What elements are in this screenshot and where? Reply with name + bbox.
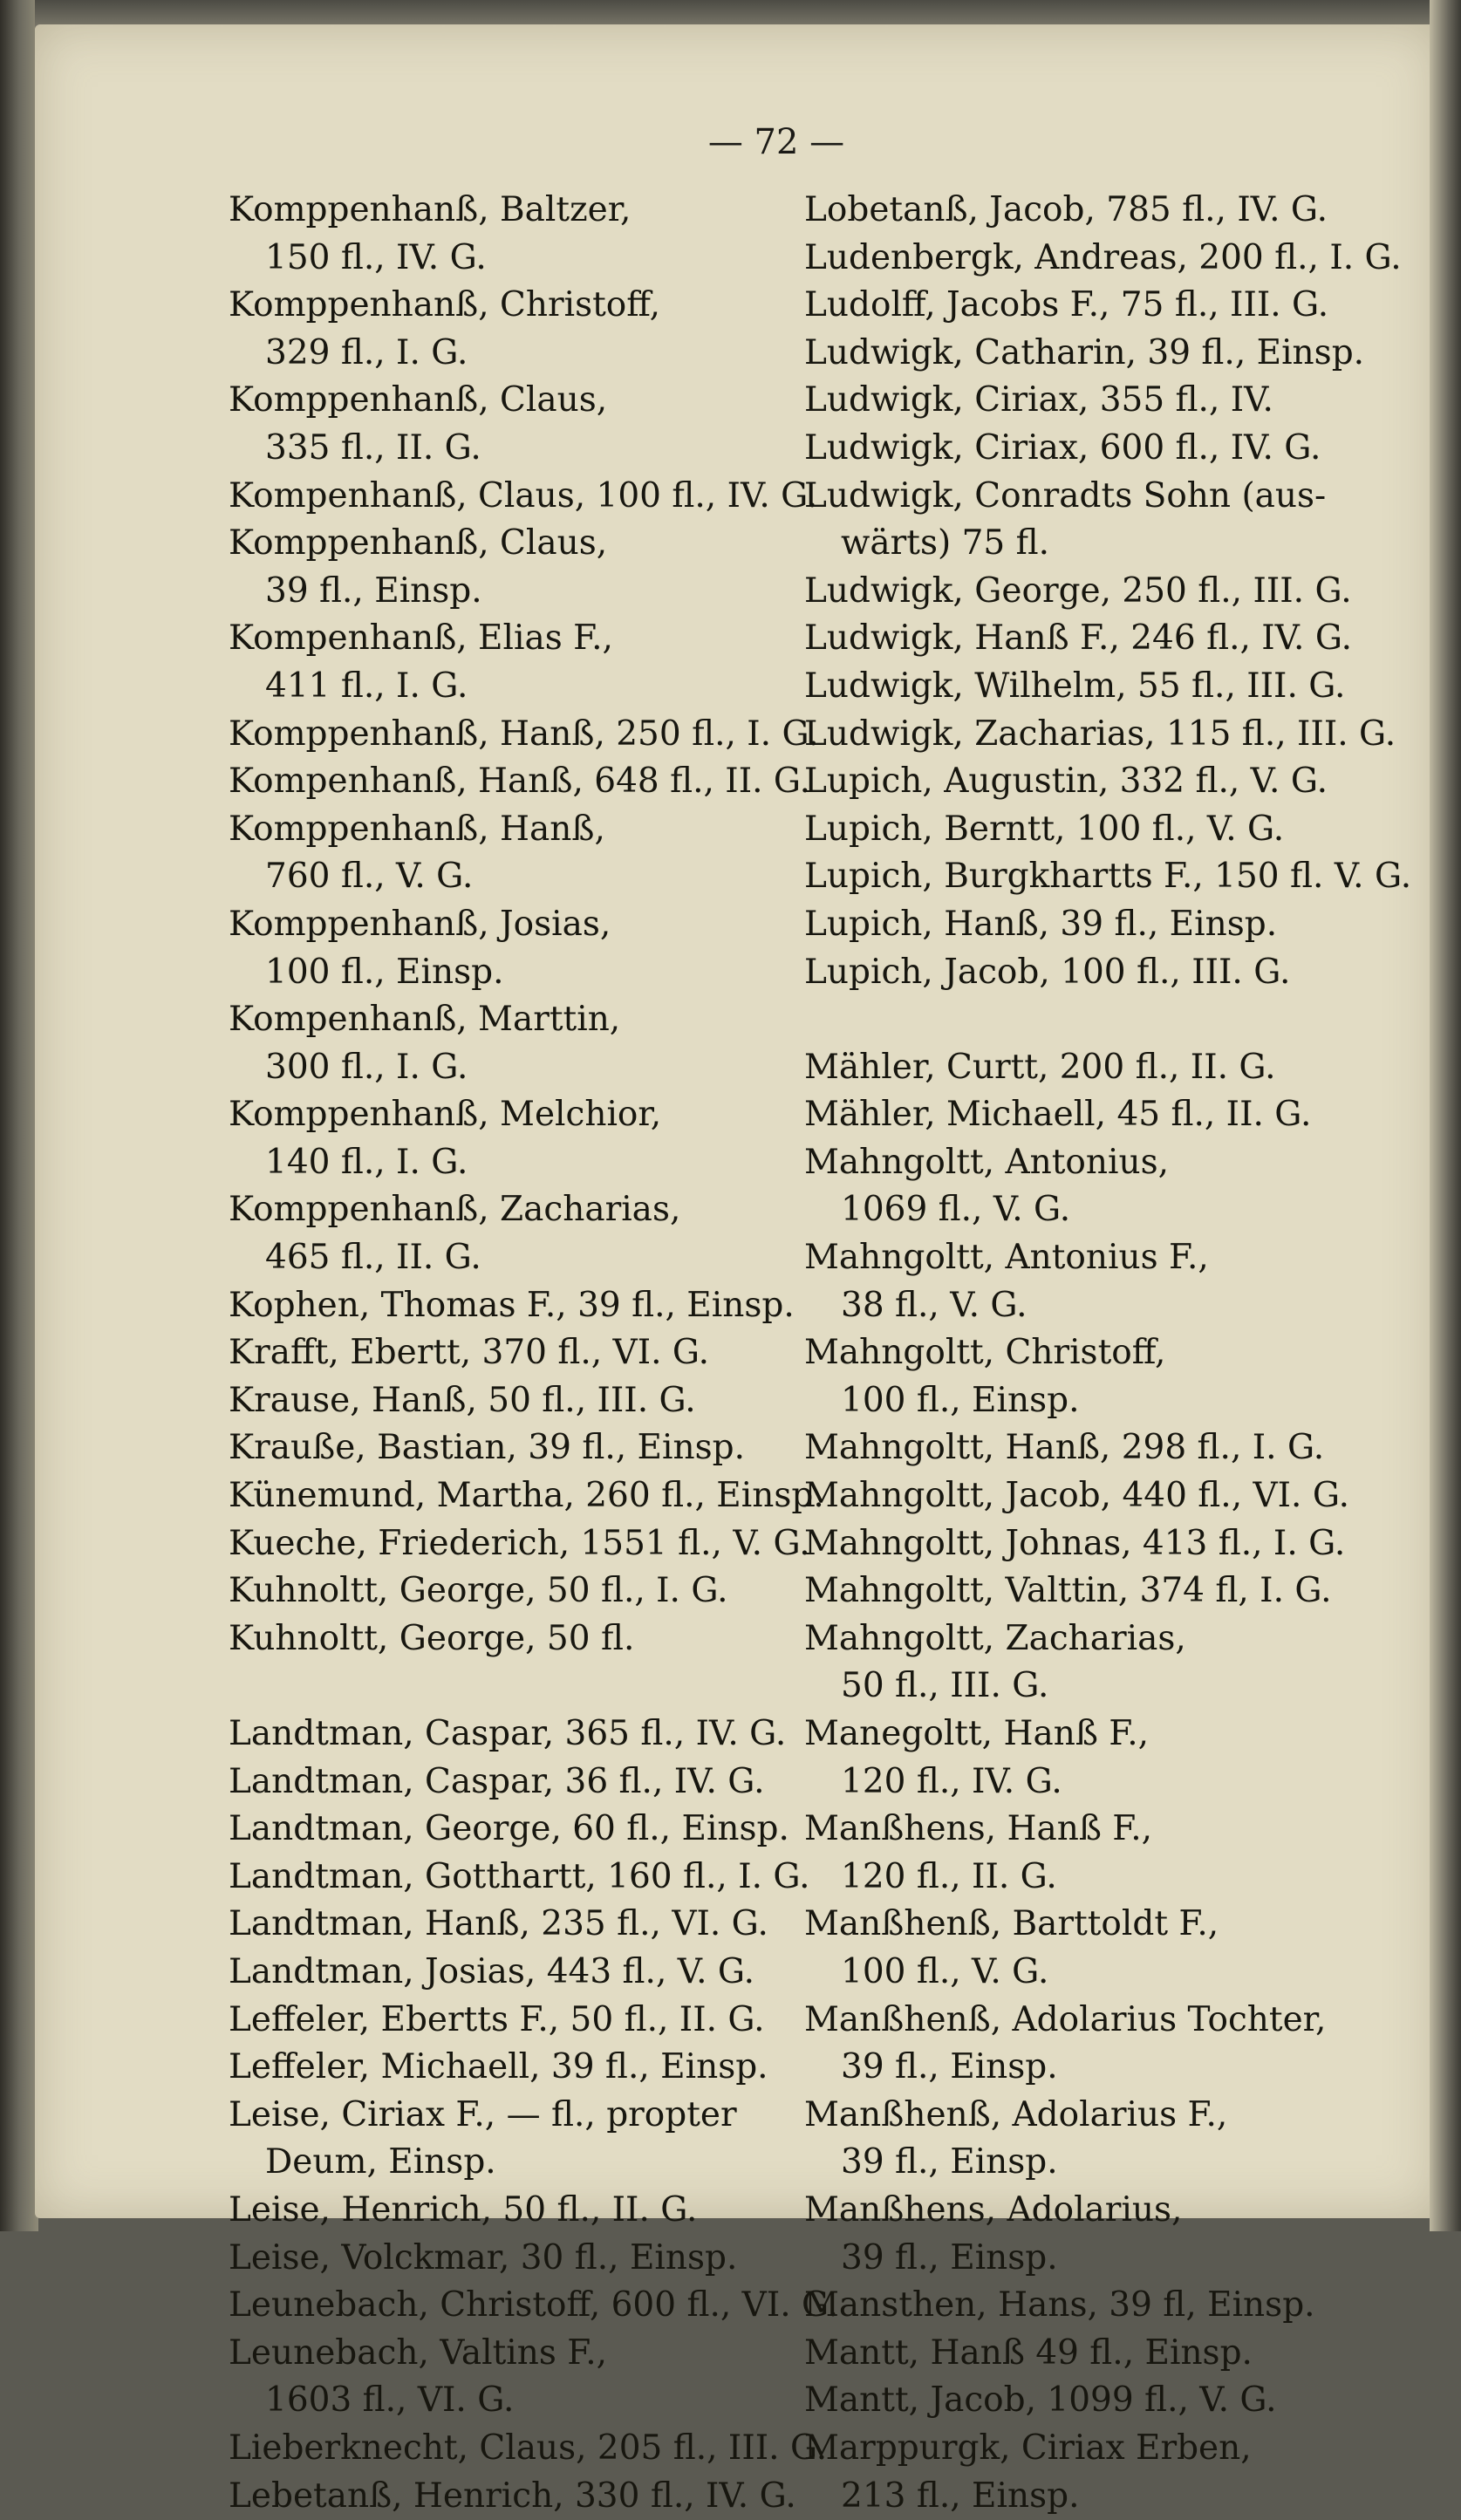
register-entry <box>229 1329 787 1377</box>
entry-continuation-line: 39 fl., Einsp. <box>804 2044 1362 2092</box>
register-entry <box>229 615 787 710</box>
register-entry <box>804 2425 1362 2520</box>
register-entry <box>804 663 1362 711</box>
register-entry <box>229 2282 787 2330</box>
register-entry <box>229 377 787 472</box>
register-entry <box>804 2330 1362 2378</box>
entry-line: Lupich, Burgkhartts F., 150 fl. V. G. <box>804 853 1362 901</box>
entry-line: Kuhnoltt, George, 50 fl., I. G. <box>229 1567 787 1615</box>
entry-line: Ludwigk, George, 250 fl., III. G. <box>804 568 1362 616</box>
register-entry <box>229 1759 787 1806</box>
entry-line: Mahngoltt, Jacob, 440 fl., VI. G. <box>804 1472 1362 1520</box>
entry-continuation-line: 329 fl., I. G. <box>229 330 787 378</box>
entry-line: Manßhenß, Barttoldt F., <box>804 1901 1362 1949</box>
entry-line: Künemund, Martha, 260 fl., Einsp. <box>229 1472 787 1520</box>
register-entry <box>229 1472 787 1520</box>
entry-line: Mahngoltt, Zacharias, <box>804 1615 1362 1663</box>
entry-line: Ludwigk, Wilhelm, 55 fl., III. G. <box>804 663 1362 711</box>
entry-line: Manßhenß, Adolarius F., <box>804 2092 1362 2140</box>
entry-line: Kraußе, Bastian, 39 fl., Einsp. <box>229 1424 787 1472</box>
entry-continuation-line: 100 fl., Einsp. <box>804 1377 1362 1425</box>
entry-line: Ludwigk, Zacharias, 115 fl., III. G. <box>804 711 1362 759</box>
register-entry <box>229 1377 787 1425</box>
entry-line: Lеffeler, Ebertts F., 50 fl., II. G. <box>229 1997 787 2045</box>
entry-continuation-line: 120 fl., IV. G. <box>804 1759 1362 1806</box>
register-entry <box>229 1901 787 1949</box>
register-entry <box>804 1615 1362 1711</box>
register-entry <box>229 758 787 806</box>
register-entry <box>229 1567 787 1615</box>
entry-line: Ludwigk, Conradts Sohn (aus- <box>804 473 1362 521</box>
entry-line: Ludwigk, Hanß F., 246 fl., IV. G. <box>804 615 1362 663</box>
register-entry <box>804 1472 1362 1520</box>
book-binding <box>0 0 38 2231</box>
register-entry <box>229 901 787 996</box>
entry-line: Lupich, Hanß, 39 fl., Einsp. <box>804 901 1362 949</box>
entry-line: Mantt, Jacob, 1099 fl., V. G. <box>804 2377 1362 2425</box>
register-entry <box>804 853 1362 901</box>
register-entry <box>804 949 1362 997</box>
register-entry <box>804 1567 1362 1615</box>
register-entry <box>804 1997 1362 2092</box>
register-entry <box>804 1234 1362 1329</box>
entry-line: Kompenhanß, Claus, 100 fl., IV. G. <box>229 473 787 521</box>
entry-line: Lupich, Berntt, 100 fl., V. G. <box>804 806 1362 854</box>
register-entry <box>804 615 1362 663</box>
entry-continuation-line: 411 fl., I. G. <box>229 663 787 711</box>
entry-line: Landtman, Caspar, 36 fl., IV. G. <box>229 1759 787 1806</box>
register-entry <box>804 235 1362 283</box>
section-gap <box>804 996 1362 1044</box>
entry-line: Landtman, Hanß, 235 fl., VI. G. <box>229 1901 787 1949</box>
entry-line: Lieberknecht, Claus, 205 fl., III. G. <box>229 2425 787 2473</box>
entry-continuation-line: 39 fl., Einsp. <box>804 2235 1362 2283</box>
entry-line: Ludwigk, Catharin, 39 fl., Einsp. <box>804 330 1362 378</box>
register-entry <box>229 806 787 901</box>
entry-line: Kompenhanß, Hanß, 648 fl., II. G. <box>229 758 787 806</box>
entry-continuation-line: 120 fl., II. G. <box>804 1854 1362 1902</box>
entry-continuation-line: 140 fl., I. G. <box>229 1139 787 1187</box>
section-gap <box>229 1663 787 1711</box>
entry-line: Leffeler, Michaell, 39 fl., Einsp. <box>229 2044 787 2092</box>
entry-line: Leise, Volckmar, 30 fl., Einsp. <box>229 2235 787 2283</box>
entry-line: Landtman, Caspar, 365 fl., IV. G. <box>229 1711 787 1759</box>
entry-line: Krause, Hanß, 50 fl., III. G. <box>229 1377 787 1425</box>
entry-line: Komppenhanß, Melchior, <box>229 1091 787 1139</box>
register-entry <box>229 1615 787 1663</box>
entry-continuation-line: 335 fl., II. G. <box>229 425 787 473</box>
entry-line: Mahngoltt, Antonius F., <box>804 1234 1362 1282</box>
register-entry <box>229 1854 787 1902</box>
register-entry <box>804 1520 1362 1568</box>
register-entry <box>229 473 787 521</box>
entry-line: Komppenhanß, Hanß, 250 fl., I. G. <box>229 711 787 759</box>
entry-continuation-line: 465 fl., II. G. <box>229 1234 787 1282</box>
entry-continuation-line: 1603 fl., VI. G. <box>229 2377 787 2425</box>
entry-line: Mähler, Curtt, 200 fl., II. G. <box>804 1044 1362 1092</box>
register-entry <box>229 282 787 377</box>
register-entry <box>804 1044 1362 1092</box>
register-entry <box>229 187 787 282</box>
entry-line: Mahngoltt, Christoff, <box>804 1329 1362 1377</box>
entry-line: Komppenhanß, Josias, <box>229 901 787 949</box>
register-entry <box>229 2187 787 2235</box>
entry-line: Landtman, Josias, 443 fl., V. G. <box>229 1949 787 1997</box>
entry-line: Lebetanß, Henrich, 330 fl., IV. G. <box>229 2473 787 2520</box>
register-entry <box>804 2092 1362 2187</box>
register-entry <box>804 568 1362 616</box>
entry-continuation-line: 38 fl., V. G. <box>804 1282 1362 1330</box>
register-entry <box>229 2235 787 2283</box>
register-entry <box>804 2377 1362 2425</box>
entry-continuation-line: 39 fl., Einsp. <box>804 2139 1362 2187</box>
entry-line: Manßhens, Adolarius, <box>804 2187 1362 2235</box>
entry-line: Komppenhanß, Zacharias, <box>229 1186 787 1234</box>
entry-continuation-line: 760 fl., V. G. <box>229 853 787 901</box>
register-entry <box>804 425 1362 473</box>
entry-line: Manegoltt, Hanß F., <box>804 1711 1362 1759</box>
entry-line: Mansthen, Hans, 39 fl, Einsp. <box>804 2282 1362 2330</box>
entry-continuation-line: 39 fl., Einsp. <box>229 568 787 616</box>
register-entry <box>229 1424 787 1472</box>
entry-continuation-line: wärts) 75 fl. <box>804 520 1362 568</box>
entry-line: Kophen, Thomas F., 39 fl., Einsp. <box>229 1282 787 1330</box>
register-entry <box>804 2282 1362 2330</box>
register-entry <box>804 473 1362 568</box>
register-entry <box>804 758 1362 806</box>
register-entry <box>804 901 1362 949</box>
entry-line: Manßhens, Hanß F., <box>804 1806 1362 1854</box>
register-entry <box>229 2473 787 2520</box>
entry-line: Landtman, George, 60 fl., Einsp. <box>229 1806 787 1854</box>
entry-line: Mahngoltt, Johnas, 413 fl., I. G. <box>804 1520 1362 1568</box>
entry-line: Lupich, Augustin, 332 fl., V. G. <box>804 758 1362 806</box>
register-entry <box>229 1949 787 1997</box>
entry-line: Komppenhanß, Claus, <box>229 520 787 568</box>
entry-continuation-line: 100 fl., Einsp. <box>229 949 787 997</box>
entry-line: Krafft, Ebertt, 370 fl., VI. G. <box>229 1329 787 1377</box>
register-entry <box>804 711 1362 759</box>
entry-line: Ludwigk, Ciriax, 355 fl., IV. <box>804 377 1362 425</box>
register-entry <box>804 2187 1362 2282</box>
entry-line: Lobetanß, Jacob, 785 fl., IV. G. <box>804 187 1362 235</box>
entry-line: Komppenhanß, Baltzer, <box>229 187 787 235</box>
entry-continuation-line: 150 fl., IV. G. <box>229 235 787 283</box>
register-entry <box>229 2044 787 2092</box>
register-entry <box>804 1424 1362 1472</box>
register-entry <box>804 377 1362 425</box>
register-entry <box>229 1711 787 1759</box>
register-entry <box>804 1139 1362 1234</box>
register-entry <box>229 1520 787 1568</box>
register-entry <box>229 2092 787 2187</box>
register-entry <box>229 1091 787 1186</box>
register-entry <box>804 1711 1362 1806</box>
right-column <box>804 187 1362 2520</box>
register-entry <box>229 711 787 759</box>
entry-line: Landtman, Gotthartt, 160 fl., I. G. <box>229 1854 787 1902</box>
entry-line: Leise, Ciriax F., — fl., propter <box>229 2092 787 2140</box>
entry-line: Leunebach, Christoff, 600 fl., VI. G. <box>229 2282 787 2330</box>
entry-line: Leunebach, Valtins F., <box>229 2330 787 2378</box>
entry-line: Mahngoltt, Hanß, 298 fl., I. G. <box>804 1424 1362 1472</box>
entry-line: Mahngoltt, Valttin, 374 fl, I. G. <box>804 1567 1362 1615</box>
register-entry <box>804 1806 1362 1901</box>
entry-line: Mantt, Hanß 49 fl., Einsp. <box>804 2330 1362 2378</box>
entry-line: Lupich, Jacob, 100 fl., III. G. <box>804 949 1362 997</box>
entry-line: Leise, Henrich, 50 fl., II. G. <box>229 2187 787 2235</box>
register-entry <box>804 330 1362 378</box>
register-entry <box>804 1901 1362 1996</box>
entry-line: Mahngoltt, Antonius, <box>804 1139 1362 1187</box>
entry-line: Kompenhanß, Marttin, <box>229 996 787 1044</box>
register-entry <box>229 1282 787 1330</box>
register-entry <box>229 520 787 615</box>
entry-continuation-line: 300 fl., I. G. <box>229 1044 787 1092</box>
entry-line: Ludenbergk, Andreas, 200 fl., I. G. <box>804 235 1362 283</box>
register-entry <box>229 1186 787 1281</box>
entry-continuation-line: 50 fl., III. G. <box>804 1663 1362 1711</box>
entry-line: Ludwigk, Ciriax, 600 fl., IV. G. <box>804 425 1362 473</box>
entry-continuation-line: 1069 fl., V. G. <box>804 1186 1362 1234</box>
register-entry <box>229 2425 787 2473</box>
page-number: — 72 — <box>663 122 890 162</box>
register-entry <box>229 2330 787 2425</box>
entry-line: Komppenhanß, Claus, <box>229 377 787 425</box>
register-entry <box>804 282 1362 330</box>
register-entry <box>804 187 1362 235</box>
entry-line: Komppenhanß, Christoff, <box>229 282 787 330</box>
entry-continuation-line: 100 fl., V. G. <box>804 1949 1362 1997</box>
register-entry <box>804 1329 1362 1424</box>
register-entry <box>229 996 787 1091</box>
entry-line: Ludolff, Jacobs F., 75 fl., III. G. <box>804 282 1362 330</box>
entry-continuation-line: 213 fl., Einsp. <box>804 2473 1362 2520</box>
left-column <box>229 187 787 2520</box>
register-entry <box>229 1997 787 2045</box>
entry-line: Kompenhanß, Elias F., <box>229 615 787 663</box>
entry-line: Kueche, Friederich, 1551 fl., V. G. <box>229 1520 787 1568</box>
register-entry <box>229 1806 787 1854</box>
entry-line: Mähler, Michaell, 45 fl., II. G. <box>804 1091 1362 1139</box>
entry-line: Kuhnoltt, George, 50 fl. <box>229 1615 787 1663</box>
entry-line: Manßhenß, Adolarius Tochter, <box>804 1997 1362 2045</box>
entry-line: Marppurgk, Ciriax Erben, <box>804 2425 1362 2473</box>
entry-continuation-line: Deum, Einsp. <box>229 2139 787 2187</box>
register-entry <box>804 806 1362 854</box>
register-entry <box>804 1091 1362 1139</box>
page-stack-edge <box>1430 0 1461 2231</box>
entry-line: Komppenhanß, Hanß, <box>229 806 787 854</box>
